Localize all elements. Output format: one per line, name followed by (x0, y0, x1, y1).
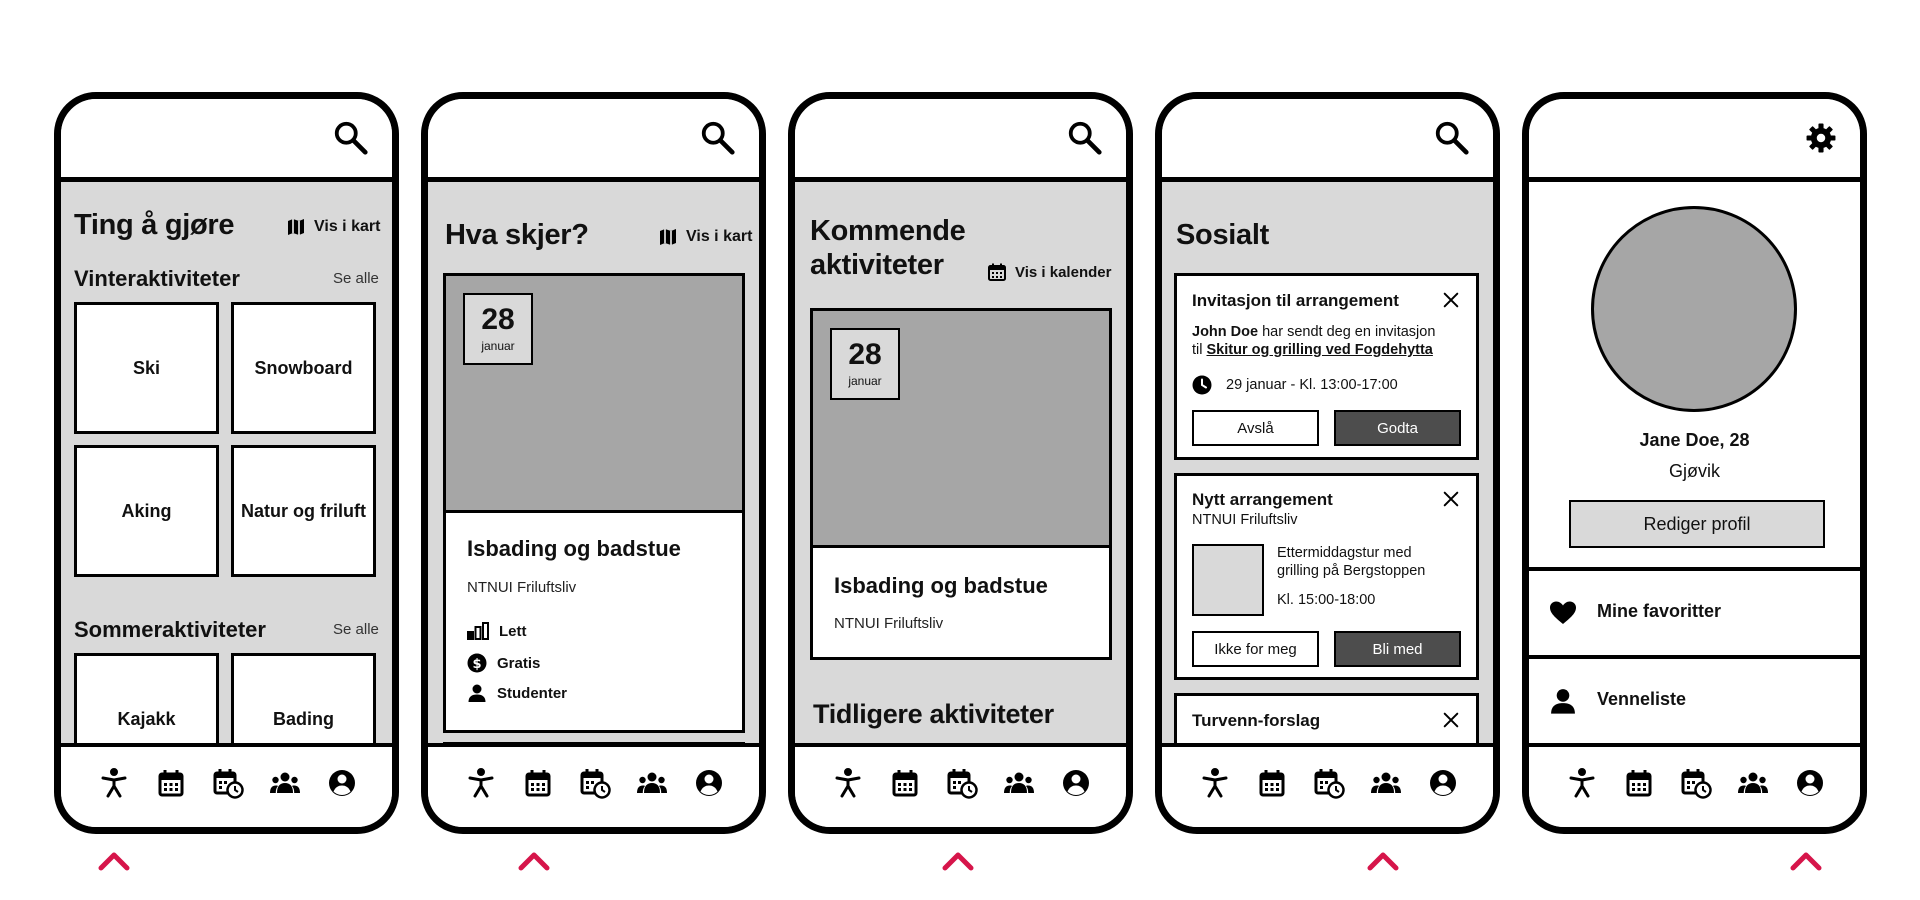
phone-screen-events (421, 92, 766, 834)
page-title (810, 214, 966, 282)
phone-screen-upcoming (788, 92, 1133, 834)
group-icon[interactable] (1003, 767, 1035, 799)
search-icon[interactable] (332, 119, 370, 157)
not-for-me-button[interactable]: Ikke for meg (1192, 631, 1319, 667)
activity-icon[interactable] (465, 767, 497, 799)
close-icon[interactable] (1442, 291, 1460, 309)
profile-icon[interactable] (1427, 767, 1459, 799)
group-icon[interactable] (1370, 767, 1402, 799)
person-icon (1549, 687, 1577, 715)
menu-item-favorites[interactable] (1529, 567, 1860, 657)
invitation-to: til (1192, 342, 1207, 358)
map-link-label: Vis i kart (314, 218, 381, 235)
calendar-icon[interactable] (889, 767, 921, 799)
page-title: Sosialt (1176, 219, 1269, 251)
activity-tile[interactable]: Kajakk (74, 653, 219, 747)
profile-icon[interactable] (1794, 767, 1826, 799)
activity-tile[interactable]: Ski (74, 302, 219, 434)
avatar (1591, 206, 1797, 412)
events-content[interactable] (428, 182, 759, 747)
map-link-label: Vis i kart (686, 228, 753, 245)
event-title: Isbading og badstue (834, 573, 1048, 598)
new-event-description: Ettermiddagstur med grilling på Bergstoppen (1277, 545, 1426, 579)
gear-icon[interactable] (1804, 121, 1838, 155)
calendar-clock-icon[interactable] (212, 767, 244, 799)
activity-icon[interactable] (1199, 767, 1231, 799)
group-icon[interactable] (269, 767, 301, 799)
activity-tile[interactable]: Natur og friluft (231, 445, 376, 577)
calendar-clock-icon[interactable] (1313, 767, 1345, 799)
past-activities-title: Tidligere aktiviteter (813, 699, 1054, 729)
new-event-time: Kl. 15:00-18:00 (1277, 592, 1376, 608)
close-icon[interactable] (1442, 490, 1460, 508)
top-bar (428, 99, 759, 182)
profile-city: Gjøvik (1669, 461, 1720, 481)
price-label: Gratis (497, 654, 541, 672)
event-card[interactable] (443, 273, 745, 733)
menu-item-friends[interactable] (1529, 655, 1860, 745)
event-title: Isbading og badstue (467, 536, 681, 561)
top-bar (61, 99, 392, 182)
profile-icon[interactable] (693, 767, 725, 799)
difficulty-bars-icon (467, 622, 489, 640)
see-all-link-winter[interactable]: Se alle (333, 270, 379, 287)
chevron-up-icon (97, 850, 131, 872)
date-month: januar (481, 339, 515, 353)
map-link[interactable] (658, 227, 752, 247)
activity-tile[interactable]: Snowboard (231, 302, 376, 434)
calendar-icon[interactable] (522, 767, 554, 799)
favorites-label: Mine favoritter (1597, 601, 1722, 621)
top-bar (795, 99, 1126, 182)
bottom-nav (61, 743, 392, 827)
map-icon (658, 227, 678, 247)
difficulty-row (467, 622, 527, 640)
chevron-up-icon (941, 850, 975, 872)
invitation-text (1192, 323, 1477, 359)
join-button[interactable]: Bli med (1334, 631, 1461, 667)
close-icon[interactable] (1442, 711, 1460, 729)
activity-tile[interactable]: Aking (74, 445, 219, 577)
date-day: 28 (481, 303, 515, 336)
invitation-title: Invitasjon til arrangement (1192, 291, 1399, 310)
date-day: 28 (848, 338, 882, 371)
date-month: januar (848, 374, 882, 388)
page-title: Ting å gjøre (74, 209, 235, 241)
date-badge (463, 293, 533, 365)
date-badge (830, 328, 900, 400)
calendar-link[interactable] (987, 262, 1111, 282)
search-icon[interactable] (1066, 119, 1104, 157)
calendar-icon[interactable] (155, 767, 187, 799)
difficulty-label: Lett (499, 622, 527, 640)
map-icon (286, 217, 306, 237)
section-title-summer: Sommeraktiviteter (74, 617, 266, 642)
activities-content[interactable] (61, 182, 392, 747)
activity-icon[interactable] (98, 767, 130, 799)
chevron-up-icon (1789, 850, 1823, 872)
audience-row (467, 683, 567, 703)
friends-label: Venneliste (1597, 689, 1687, 709)
event-organizer: NTNUI Friluftsliv (834, 615, 944, 632)
profile-name: Jane Doe, 28 (1639, 430, 1750, 450)
calendar-clock-icon[interactable] (946, 767, 978, 799)
profile-icon[interactable] (1060, 767, 1092, 799)
edit-profile-button[interactable]: Rediger profil (1569, 500, 1825, 548)
upcoming-event-card[interactable] (810, 308, 1112, 660)
price-row (467, 653, 540, 673)
invitation-body: har sendt deg en invitasjon (1258, 324, 1436, 340)
calendar-icon[interactable] (1256, 767, 1288, 799)
map-link[interactable] (286, 217, 380, 237)
top-bar (1162, 99, 1493, 182)
friend-suggestion-card (1174, 693, 1479, 747)
invitation-event-link[interactable]: Skitur og grilling ved Fogdehytta (1206, 342, 1433, 358)
social-content[interactable] (1162, 182, 1493, 747)
calendar-clock-icon[interactable] (579, 767, 611, 799)
group-icon[interactable] (636, 767, 668, 799)
chevron-up-icon (517, 850, 551, 872)
phone-screen-social (1155, 92, 1500, 834)
calendar-icon[interactable] (1623, 767, 1655, 799)
new-event-thumbnail (1192, 544, 1264, 616)
calendar-clock-icon[interactable] (1680, 767, 1712, 799)
top-bar (1529, 99, 1860, 182)
see-all-link-summer[interactable]: Se alle (333, 621, 379, 638)
invitation-sender: John Doe (1192, 324, 1259, 340)
calendar-small-icon (987, 262, 1007, 282)
clock-icon (1192, 375, 1212, 395)
section-title-winter: Vinteraktiviteter (74, 266, 240, 291)
activity-icon[interactable] (832, 767, 864, 799)
new-event-card (1174, 473, 1479, 680)
profile-icon[interactable] (326, 767, 358, 799)
decline-button[interactable]: Avslå (1192, 410, 1319, 446)
new-event-title: Nytt arrangement (1192, 490, 1333, 509)
activity-icon[interactable] (1566, 767, 1598, 799)
accept-button[interactable]: Godta (1334, 410, 1461, 446)
bottom-nav (428, 743, 759, 827)
group-icon[interactable] (1737, 767, 1769, 799)
event-organizer: NTNUI Friluftsliv (467, 579, 577, 596)
chevron-up-icon (1366, 850, 1400, 872)
search-icon[interactable] (699, 119, 737, 157)
friend-suggestion-title: Turvenn-forslag (1192, 711, 1321, 730)
page-title-line1: Kommende (810, 215, 966, 247)
heart-icon (1549, 599, 1577, 627)
calendar-link-label: Vis i kalender (1015, 263, 1112, 281)
profile-content (1529, 182, 1860, 747)
phone-screen-profile (1522, 92, 1867, 834)
upcoming-content[interactable] (795, 182, 1126, 747)
person-icon (467, 683, 487, 703)
search-icon[interactable] (1433, 119, 1471, 157)
bottom-nav (1162, 743, 1493, 827)
invitation-time: 29 januar - Kl. 13:00-17:00 (1226, 377, 1398, 393)
activity-tile[interactable]: Bading (231, 653, 376, 747)
bottom-nav (1529, 743, 1860, 827)
audience-label: Studenter (497, 684, 568, 702)
invitation-time-row (1192, 375, 1398, 395)
invitation-card (1174, 273, 1479, 460)
dollar-icon (467, 653, 487, 673)
bottom-nav (795, 743, 1126, 827)
page-title: Hva skjer? (445, 219, 589, 251)
page-title-line2: aktiviteter (810, 249, 944, 281)
new-event-organizer: NTNUI Friluftsliv (1192, 512, 1298, 528)
phone-screen-activities (54, 92, 399, 834)
